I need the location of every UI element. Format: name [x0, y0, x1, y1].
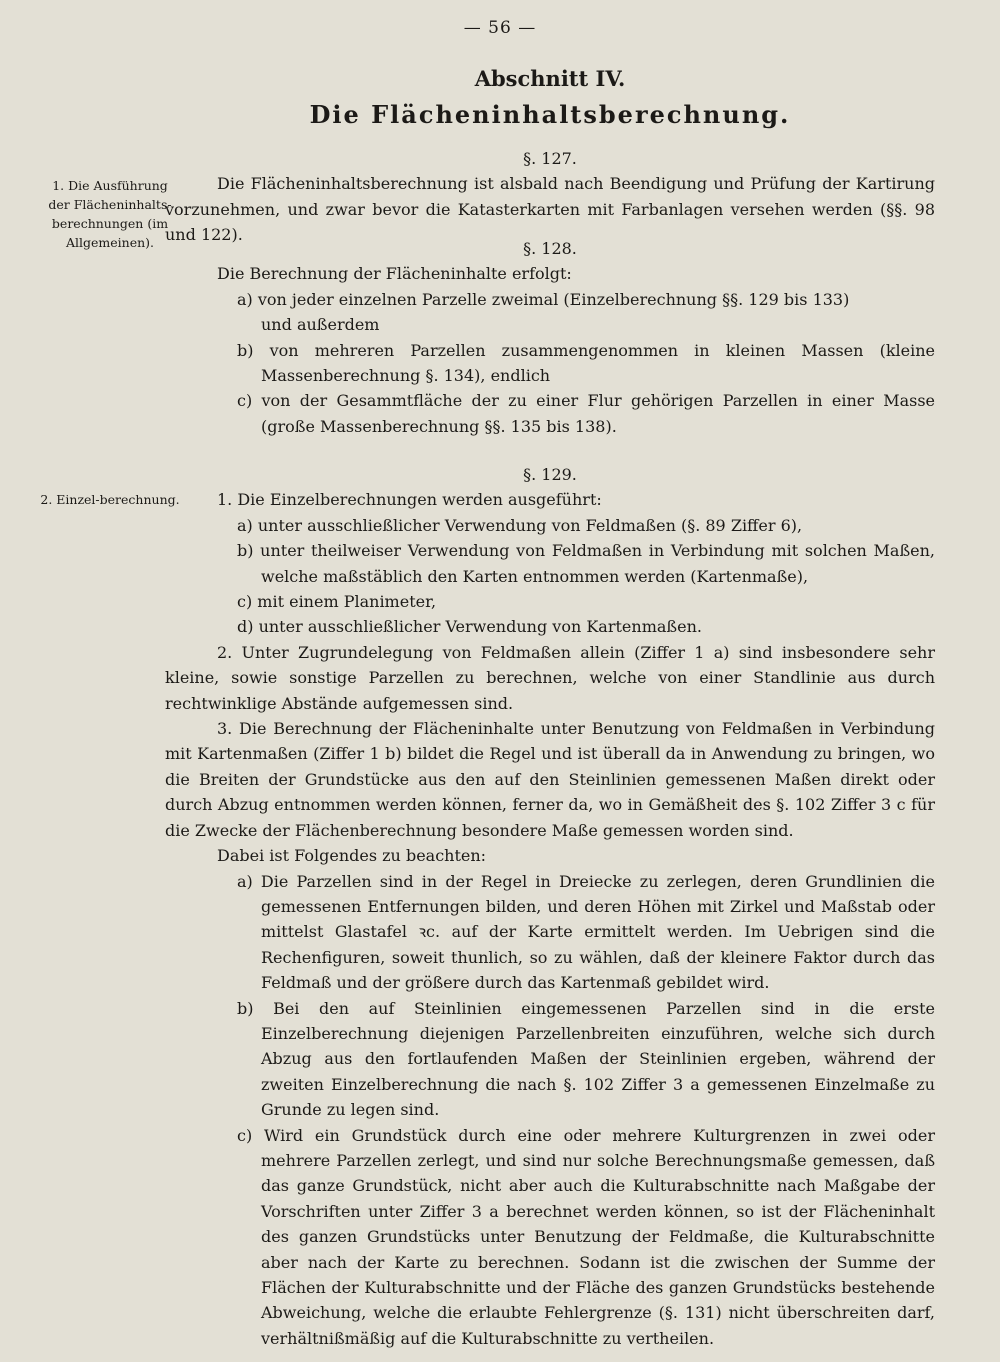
- list-item-128a-cont: und außerdem: [261, 315, 380, 335]
- margin-note-1: 1. Die Ausführung der Flächeninhalts-berechnungen (im Allgemeinen).: [48, 178, 172, 250]
- list-item-129-1d: d) unter ausschließlicher Verwendung von Kartenmaßen.: [237, 617, 702, 637]
- list-item-129-4c: c) Wird ein Grundstück durch eine oder mehrere Kulturgrenzen in zwei oder mehrere Parzellen zerlegt, und sind nur solche Berechnungsmaße gemessen, daß das ganze Grundstück, nicht aber auch die Kulturabschnitte nach Maßgabe der Vorschriften unter Ziffer 3 a berechnet werden können, so ist der Flächeninhalt des ganzen Grundstücks unter Benutzung der Feldmaße, die Kulturabschnitte aber nach der Karte zu berechnen. Sodann ist die zwischen der Summe der Flächen der Kulturabschnitte und der Fläche des ganzen Grundstücks bestehende Abweichung, welche die erlaubte Fehlergrenze (§. 131) nicht überschreiten darf, verhältnißmäßig auf die Kulturabschnitte zu vertheilen.: [237, 1125, 935, 1348]
- paragraph-129-1: 1. Die Einzelberechnungen werden ausgeführt:: [217, 490, 602, 510]
- list-item-129-4b: b) Bei den auf Steinlinien eingemessenen Parzellen sind in die erste Einzelberechnung diejenigen Parzellenbreiten einzuführen, welche sich durch Abzug aus den fortlaufenden Maßen der Steinlinien ergeben, während der zweiten Einzelberechnung die nach §. 102 Ziffer 3 a gemessenen Einzelmaße zu Grunde zu legen sind.: [237, 998, 935, 1120]
- list-item-129-1b: b) unter theilweiser Verwendung von Feldmaßen in Verbindung mit solchen Maßen, welche maßstäblich den Karten entnommen werden (Kartenmaße),: [237, 541, 935, 586]
- paragraph-heading-128: §. 128.: [523, 239, 577, 258]
- paragraph-text-127: Die Flächeninhaltsberechnung ist alsbald nach Beendigung und Prüfung der Kartirung vorzunehmen, und zwar bevor die Katasterkarten mit Farbanlagen versehen werden (§§. 98 und 122).: [165, 174, 935, 245]
- paragraph-129-3: 3. Die Berechnung der Flächeninhalte unter Benutzung von Feldmaßen in Verbindung mit Kartenmaßen (Ziffer 1 b) bildet die Regel und ist überall da in Anwendung zu bringen, wo die Breiten der Grundstücke aus den auf den Steinlinien gemessenen Maßen direkt oder durch Abzug entnommen werden können, ferner da, wo in Gemäßheit des §. 102 Ziffer 3 c für die Zwecke der Flächenberechnung besondere Maße gemessen worden sind.: [165, 719, 935, 840]
- paragraph-129-2: 2. Unter Zugrundelegung von Feldmaßen allein (Ziffer 1 a) sind insbesondere sehr kleine, sowie sonstige Parzellen zu berechnen, welche von einer Standlinie aus durch rechtwinklige Abstände aufgemessen sind.: [165, 642, 935, 713]
- section-129: [165, 462, 935, 1351]
- list-item-129-1a: a) unter ausschließlicher Verwendung von Feldmaßen (§. 89 Ziffer 6),: [237, 515, 803, 535]
- list-item-128c: c) von der Gesammtfläche der zu einer Flur gehörigen Parzellen in einer Masse (große Massenberechnung §§. 135 bis 138).: [237, 391, 935, 436]
- paragraph-heading-127: §. 127.: [523, 149, 577, 168]
- margin-note-2: 2. Einzel-berechnung.: [40, 492, 180, 507]
- paragraph-intro-128: Die Berechnung der Flächeninhalte erfolgt:: [217, 264, 572, 284]
- section-127: [165, 146, 935, 248]
- paragraph-heading-129: §. 129.: [523, 465, 577, 484]
- list-item-128b: b) von mehreren Parzellen zusammengenommen in kleinen Massen (kleine Massenberechnung §. 134), endlich: [237, 340, 935, 386]
- page-number: — 56 —: [463, 18, 537, 38]
- list-item-128a: a) von jeder einzelnen Parzelle zweimal (Einzelberechnung §§. 129 bis 133): [237, 289, 850, 309]
- paragraph-129-4: Dabei ist Folgendes zu beachten:: [217, 846, 487, 866]
- list-item-129-4a: a) Die Parzellen sind in der Regel in Dreiecke zu zerlegen, deren Grundlinien die gemessenen Entfernungen bilden, und deren Höhen mit Zirkel und Maßstab oder mittelst Glastafel ꝛc. auf der Karte ermittelt werden. Im Uebrigen sind die Rechenfiguren, soweit thunlich, so zu wählen, daß der kleinere Faktor durch das Feldmaß und der größere durch das Kartenmaß gebildet wird.: [237, 871, 935, 993]
- list-item-129-1c: c) mit einem Planimeter,: [237, 592, 437, 612]
- chapter-title: Die Flächeninhaltsberechnung.: [309, 100, 791, 129]
- section-128: [165, 236, 935, 439]
- section-heading: Abschnitt IV.: [474, 66, 626, 91]
